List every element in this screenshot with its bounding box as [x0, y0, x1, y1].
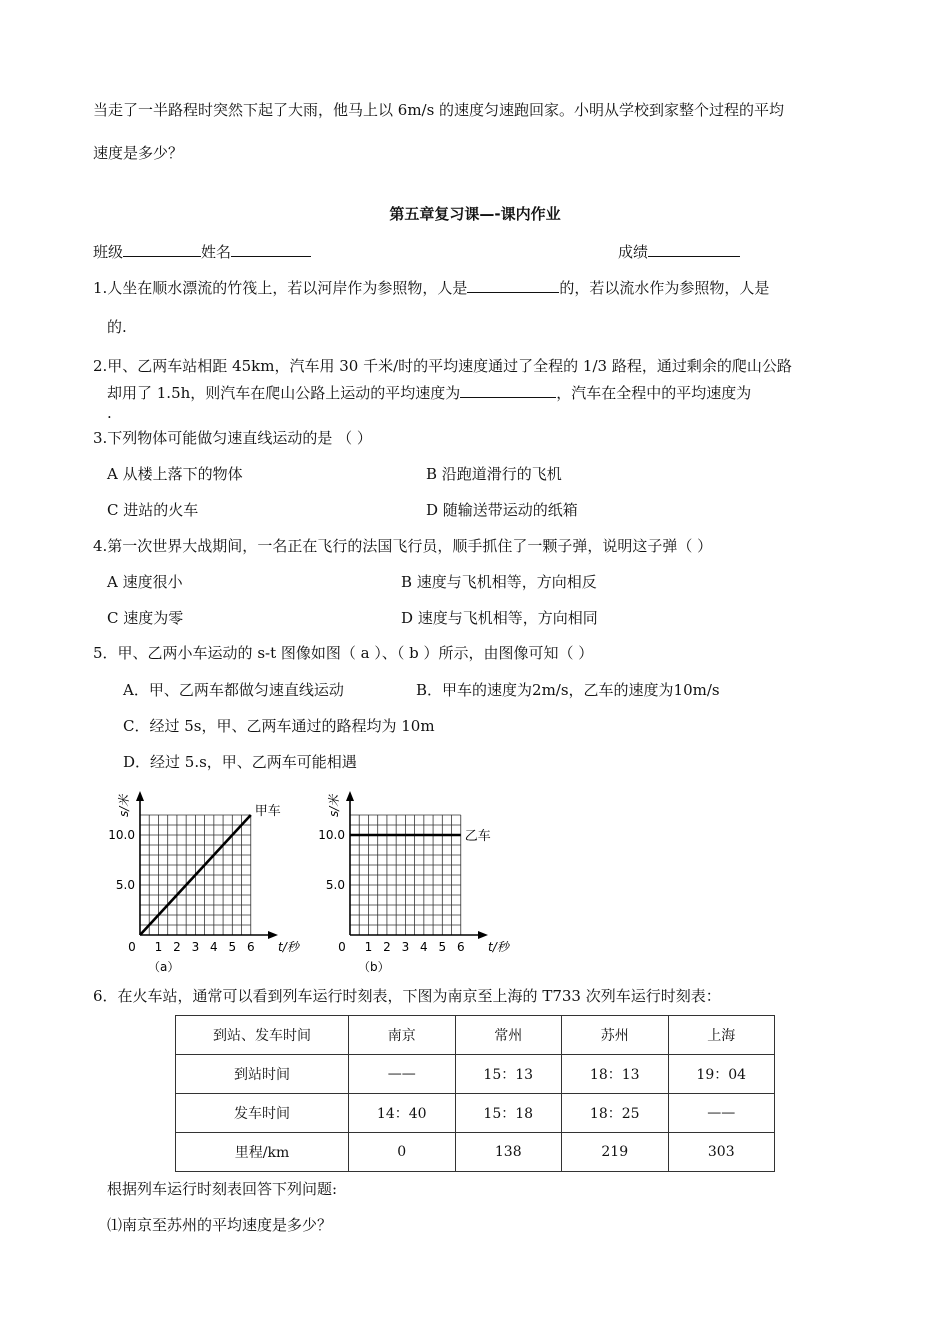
x-tick-label: 5 — [228, 940, 237, 954]
score-row — [618, 240, 740, 262]
y-axis-label: s/米 — [117, 794, 131, 817]
x-tick-label: 1 — [154, 940, 163, 954]
x-tick-label: 6 — [246, 940, 255, 954]
table-cell: 14：40 — [349, 1094, 456, 1133]
q5-stem: 5．甲、乙两小车运动的 s-t 图像如图（ a ）、（ b ）所示，由图像可知（ ） — [93, 644, 594, 662]
x-tick-label: 6 — [456, 940, 465, 954]
name-label: 姓名 — [201, 243, 232, 261]
chart-a — [95, 780, 305, 980]
table-row — [176, 1094, 775, 1133]
x-axis-arrow — [478, 931, 488, 939]
q1-text-b: 的，若以流水作为参照物，人是 — [559, 279, 770, 297]
table-cell: —— — [349, 1055, 456, 1094]
q5-option-b: B．甲车的速度为2m/s，乙车的速度为10m/s — [416, 681, 720, 699]
x-axis-label: t/秒 — [278, 940, 299, 954]
table-header-cell: 上海 — [668, 1016, 775, 1055]
chart-caption: （a） — [148, 960, 180, 974]
score-label: 成绩 — [618, 243, 649, 261]
table-cell: 发车时间 — [176, 1094, 349, 1133]
q5-option-c: C．经过 5s，甲、乙两车通过的路程均为 10m — [123, 717, 435, 735]
q5-option-d: D．经过 5.s，甲、乙两车可能相遇 — [123, 753, 357, 771]
table-cell: 19：04 — [668, 1055, 775, 1094]
x-tick-label: 4 — [210, 940, 218, 954]
x-tick-label: 3 — [191, 940, 200, 954]
table-header-cell: 常州 — [455, 1016, 562, 1055]
y-tick-label: 10.0 — [318, 828, 345, 842]
y-axis-label: s/米 — [327, 794, 341, 817]
series-label: 甲车 — [254, 804, 281, 819]
q3-option-c: C 进站的火车 — [107, 501, 199, 519]
y-tick-label: 5.0 — [325, 878, 345, 892]
table-header-cell: 南京 — [349, 1016, 456, 1055]
x-tick-label: 5 — [438, 940, 447, 954]
y-axis-arrow — [136, 791, 144, 801]
q3-option-a: A 从楼上落下的物体 — [107, 465, 243, 483]
q1-blank-1[interactable] — [467, 276, 559, 293]
q4-option-a: A 速度很小 — [107, 573, 183, 591]
score-blank[interactable] — [648, 240, 740, 257]
table-cell: 138 — [455, 1133, 562, 1172]
table-cell: 0 — [349, 1133, 456, 1172]
table-row — [176, 1016, 775, 1055]
name-blank[interactable] — [231, 240, 311, 257]
q2-line-1: 2.甲、乙两车站相距 45km，汽车用 30 千米/时的平均速度通过了全程的 1/3 路程，通过剩余的爬山公路 — [93, 357, 792, 375]
class-name-row — [93, 240, 311, 262]
class-blank[interactable] — [123, 240, 201, 257]
table-header-cell: 苏州 — [562, 1016, 669, 1055]
table-cell: 里程/km — [176, 1133, 349, 1172]
table-cell: 15：18 — [455, 1094, 562, 1133]
q2-text-a: 却用了 1.5h，则汽车在爬山公路上运动的平均速度为 — [107, 384, 461, 402]
q3-option-b: B 沿跑道滑行的飞机 — [426, 465, 562, 483]
q1-line-2: 的. — [107, 318, 127, 336]
chart-b — [305, 780, 515, 980]
q2-line-2 — [107, 381, 751, 403]
q2-blank-1[interactable] — [460, 381, 556, 398]
table-cell: 18：25 — [562, 1094, 669, 1133]
x-tick-label: 3 — [401, 940, 410, 954]
intro-line-1: 当走了一半路程时突然下起了大雨，他马上以 6m/s 的速度匀速跑回家。小明从学校到家整个过程的平均 — [93, 101, 785, 119]
q4-option-d: D 速度与飞机相等，方向相同 — [401, 609, 598, 627]
class-label: 班级 — [93, 243, 124, 261]
y-tick-label: 5.0 — [115, 878, 135, 892]
x-tick-label: 2 — [383, 940, 391, 954]
q5-option-a: A．甲、乙两车都做匀速直线运动 — [123, 681, 344, 699]
q3-stem: 3.下列物体可能做匀速直线运动的是 （ ） — [93, 429, 372, 447]
q4-option-c: C 速度为零 — [107, 609, 184, 627]
table-cell: 到站时间 — [176, 1055, 349, 1094]
x-tick-label: 2 — [173, 940, 181, 954]
y-axis-arrow — [346, 791, 354, 801]
x-axis-arrow — [268, 931, 278, 939]
q6-stem: 6．在火车站，通常可以看到列车运行时刻表，下图为南京至上海的 T733 次列车运行时刻表： — [93, 987, 721, 1005]
table-cell: 303 — [668, 1133, 775, 1172]
x-tick-label: 0 — [338, 940, 346, 954]
series-label: 乙车 — [464, 829, 491, 844]
intro-line-2: 速度是多少？ — [93, 144, 184, 162]
y-tick-label: 10.0 — [108, 828, 135, 842]
table-row — [176, 1055, 775, 1094]
table-cell: 18：13 — [562, 1055, 669, 1094]
q6-sub-question-1: ⑴南京至苏州的平均速度是多少？ — [107, 1216, 333, 1234]
table-cell: 15：13 — [455, 1055, 562, 1094]
table-header-cell: 到站、发车时间 — [176, 1016, 349, 1055]
table-row — [176, 1133, 775, 1172]
x-axis-label: t/秒 — [488, 940, 509, 954]
chart-caption: （b） — [358, 960, 390, 974]
x-tick-label: 0 — [128, 940, 136, 954]
train-timetable — [175, 1015, 775, 1172]
page-title: 第五章复习课—-课内作业 — [389, 205, 561, 223]
q1-text-a: 1.人坐在顺水漂流的竹筏上，若以河岸作为参照物，人是 — [93, 279, 468, 297]
table-cell: —— — [668, 1094, 775, 1133]
q2-text-b: ，汽车在全程中的平均速度为 — [556, 384, 752, 402]
q4-stem: 4.第一次世界大战期间，一名正在飞行的法国飞行员，顺手抓住了一颗子弹，说明这子弹（ ） — [93, 537, 713, 555]
x-tick-label: 4 — [420, 940, 428, 954]
q4-option-b: B 速度与飞机相等，方向相反 — [401, 573, 597, 591]
q1-line-1 — [93, 276, 769, 298]
q2-line-3: . — [107, 404, 112, 422]
q3-option-d: D 随输送带运动的纸箱 — [426, 501, 578, 519]
q6-after-text: 根据列车运行时刻表回答下列问题: — [107, 1180, 338, 1198]
table-cell: 219 — [562, 1133, 669, 1172]
x-tick-label: 1 — [364, 940, 373, 954]
